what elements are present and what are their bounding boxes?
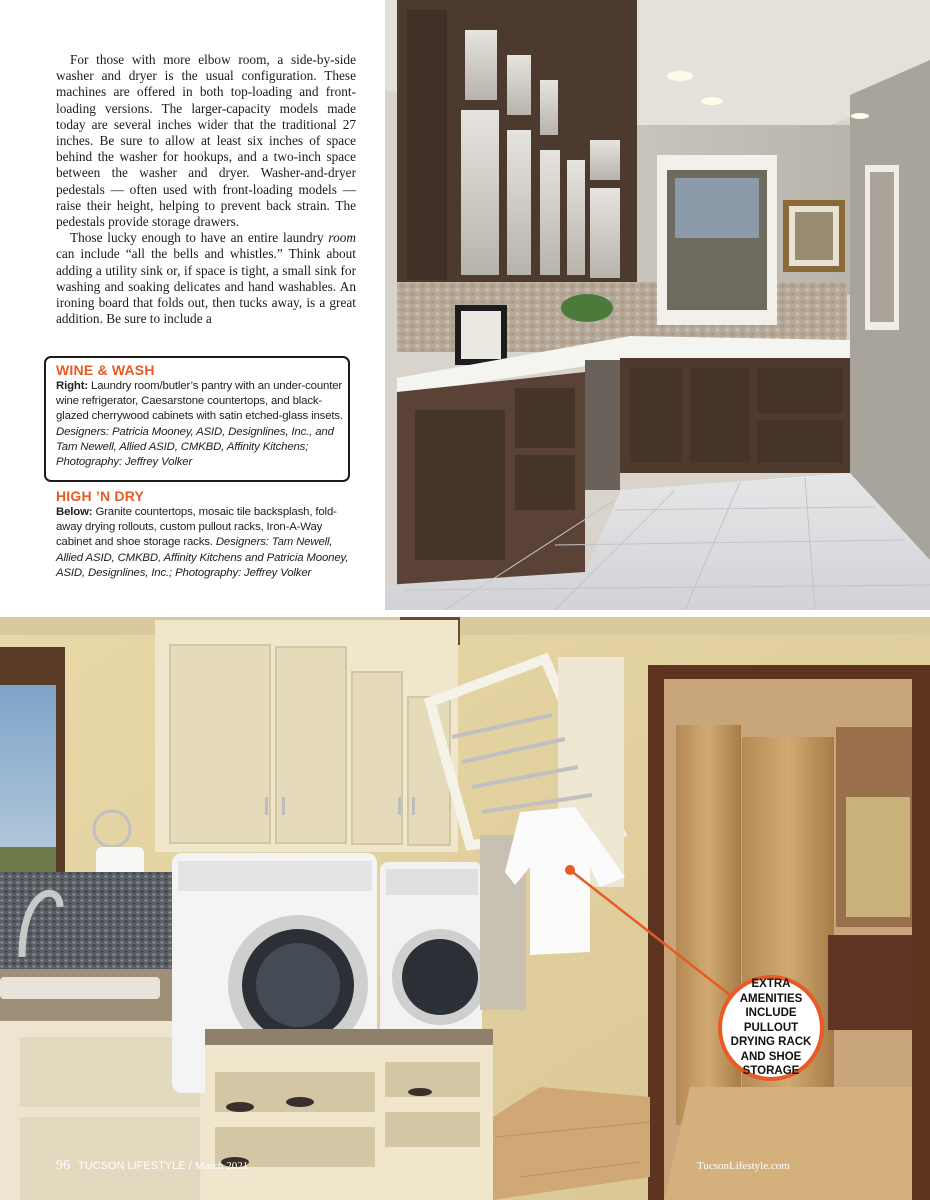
page-number: 96 (56, 1158, 70, 1173)
caption-text: Right: Laundry room/butler’s pantry with an under-counter wine refrigerator, Caesarstone countertops, and black-glazed cherrywood cabinets with satin etched-glass insets. Designers: Patricia Mooney, ASID, Designlines, Inc., and Tam Newell, Allied ASID, CMKBD, Affinity Kitchens; Photography: Jeffrey Volker (56, 380, 343, 469)
photo-laundry-butlers-pantry (385, 0, 930, 610)
photo-laundry-room (0, 617, 930, 1200)
callout-badge (718, 975, 824, 1081)
laundry-room-illustration (0, 617, 930, 1200)
article-paragraph: For those with more elbow room, a side-by-side washer and dryer is the usual configuration. These machines are offered in both top-loading and front-loading versions. The larger-capacity models made today are several inches wider that the traditional 27 inches. Be sure to allow at least six inches of space behind the washer for hookups, and a two-inch space between the washer and dryer. Washer-and-dryer pedestals — often used with front-loading models — raise their height, helping to prevent back strain. The pedestals provide storage drawers. (56, 52, 356, 230)
caption-high-n-dry (56, 488, 356, 581)
footer-separator: / (185, 1160, 195, 1172)
publication-name: TUCSON LIFESTYLE (78, 1160, 186, 1172)
article-body (56, 52, 356, 327)
caption-wine-and-wash (44, 356, 350, 482)
caption-title: WINE & WASH (56, 362, 155, 378)
issue-date: March 2021 (194, 1160, 249, 1172)
website-url: TucsonLifestyle.com (697, 1160, 790, 1172)
caption-text: Below: Granite countertops, mosaic tile backsplash, fold-away drying rollouts, custom pullout racks, Iron-A-Way cabinet and shoe storage racks. Designers: Tam Newell, Allied ASID, CMKBD, Affinity Kitchens and Patricia Mooney, ASID, Designlines, Inc.; Photography: Jeffrey Volker (56, 506, 349, 579)
caption-title: HIGH ’N DRY (56, 488, 145, 504)
article-paragraph: Those lucky enough to have an entire laundry room can include “all the bells and whistles.” Think about adding a utility sink or, if space is tight, a small sink for washing and soaking delicates and hand washables. An ironing board that folds out, then tucks away, is a great addition. Be sure to include a (56, 230, 356, 327)
laundry-pantry-illustration (385, 0, 930, 610)
page-footer (56, 1158, 248, 1174)
callout-text: EXTRA AMENITIES INCLUDE PULLOUT DRYING RACK AND SHOE STORAGE (730, 978, 812, 1078)
